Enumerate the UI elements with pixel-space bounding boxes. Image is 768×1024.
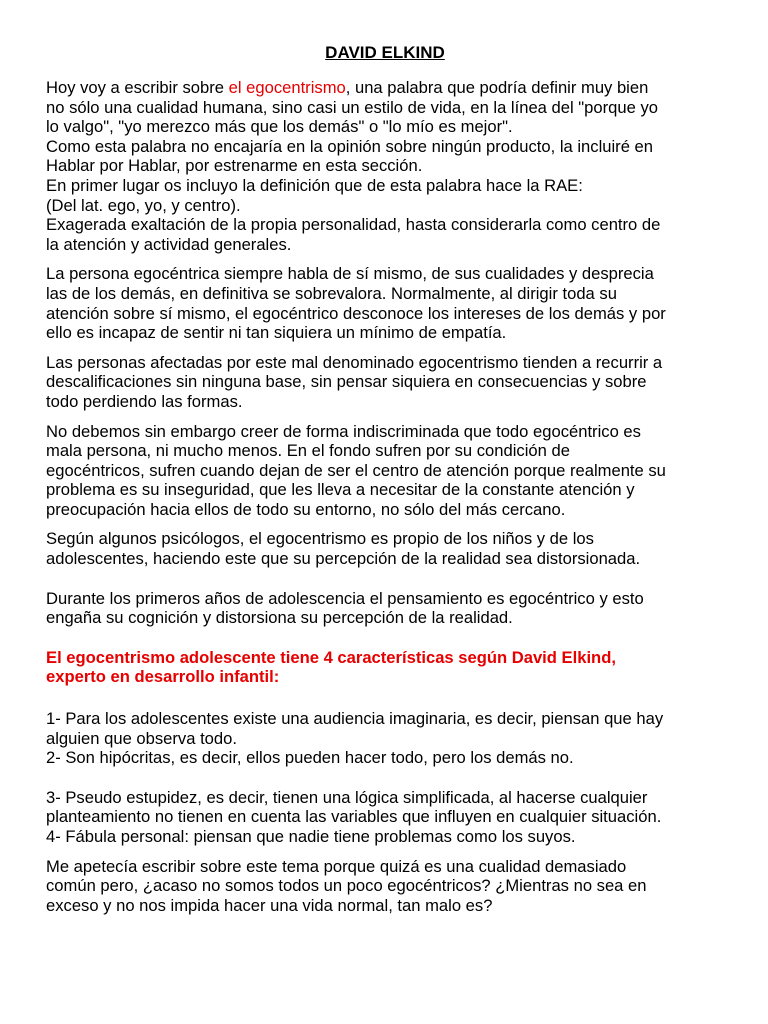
heading-line: experto en desarrollo infantil: [46,667,280,687]
paragraph-5 [46,529,724,568]
list-group-2 [46,788,724,847]
paragraph-intro [46,78,724,254]
text-line: exceso y no nos impida hacer una vida normal, tan malo es? [46,895,493,915]
text-line: Durante los primeros años de adolescencia el pensamiento es egocéntrico y esto [46,588,644,608]
text-segment: , una palabra que podría definir muy bien [345,78,649,97]
text-line: descalificaciones sin ninguna base, sin pensar siquiera en consecuencias y sobre [46,372,647,392]
text-line: Las personas afectadas por este mal denominado egocentrismo tienden a recurrir a [46,352,663,372]
text-line: Como esta palabra no encajaría en la opinión sobre ningún producto, la incluiré en [46,136,653,156]
list-item: 4- Fábula personal: piensan que nadie tiene problemas como los suyos. [46,827,576,846]
highlighted-term: el egocentrismo [228,78,346,97]
list-item: 3- Pseudo estupidez, es decir, tienen una lógica simplificada, al hacerse cualquier [46,787,648,807]
heading-line: El egocentrismo adolescente tiene 4 características según David Elkind, [46,647,616,667]
section-heading [46,648,724,687]
text-line: No debemos sin embargo creer de forma indiscriminada que todo egocéntrico es [46,421,641,441]
text-line: engaña su cognición y distorsiona su percepción de la realidad. [46,608,513,628]
text-line: las de los demás, en definitiva se sobrevalora. Normalmente, al dirigir toda su [46,283,617,303]
list-item-continued: planteamiento no tienen en cuenta las variables que influyen en cualquier situación. [46,807,662,827]
text-line: En primer lugar os incluyo la definición que de esta palabra hace la RAE: [46,175,583,195]
document-title: DAVID ELKIND [325,43,445,62]
text-segment: Hoy voy a escribir sobre [46,78,229,97]
text-line: no sólo una cualidad humana, sino casi un estilo de vida, en la línea del "porque yo [46,97,658,117]
text-line: adolescentes, haciendo este que su percepción de la realidad sea distorsionada. [46,549,641,569]
text-line: lo valgo", "yo merezco más que los demás" o "lo mío es mejor". [46,117,513,137]
list-item: 2- Son hipócritas, es decir, ellos pueden hacer todo, pero los demás no. [46,748,574,768]
text-line [46,78,724,98]
text-line: mala persona, ni mucho menos. En el fondo sufren por su condición de [46,441,570,461]
list-item: 1- Para los adolescentes existe una audiencia imaginaria, es decir, piensan que hay [46,709,664,729]
text-line: Según algunos psicólogos, el egocentrismo es propio de los niños y de los [46,529,594,549]
text-line: común pero, ¿acaso no somos todos un poco egocéntricos? ¿Mientras no sea en [46,876,647,896]
text-line: La persona egocéntrica siempre habla de sí mismo, de sus cualidades y desprecia [46,264,654,284]
text-line: egocéntricos, sufren cuando dejan de ser el centro de atención porque realmente su [46,460,666,480]
text-line: (Del lat. ego, yo, y centro). [46,195,241,215]
paragraph-closing [46,857,724,916]
text-line: todo perdiendo las formas. [46,391,243,411]
list-item-continued: alguien que observa todo. [46,728,237,748]
text-line: Me apetecía escribir sobre este tema porque quizá es una cualidad demasiado [46,856,627,876]
text-line: ello es incapaz de sentir ni tan siquiera un mínimo de empatía. [46,323,507,343]
text-line: Hablar por Hablar, por estrenarme en esta sección. [46,156,423,176]
text-line: Exagerada exaltación de la propia personalidad, hasta considerarla como centro de [46,215,661,235]
paragraph-2 [46,264,724,342]
paragraph-6 [46,589,724,628]
list-group-1 [46,709,724,768]
paragraph-4 [46,422,724,520]
text-line: atención sobre sí mismo, el egocéntrico desconoce los intereses de los demás y por [46,303,666,323]
text-line: la atención y actividad generales. [46,234,292,254]
paragraph-3 [46,353,724,412]
text-line: preocupación hacia ellos de todo su entorno, no sólo del más cercano. [46,499,566,519]
text-line: problema es su inseguridad, que les lleva a necesitar de la constante atención y [46,480,635,500]
